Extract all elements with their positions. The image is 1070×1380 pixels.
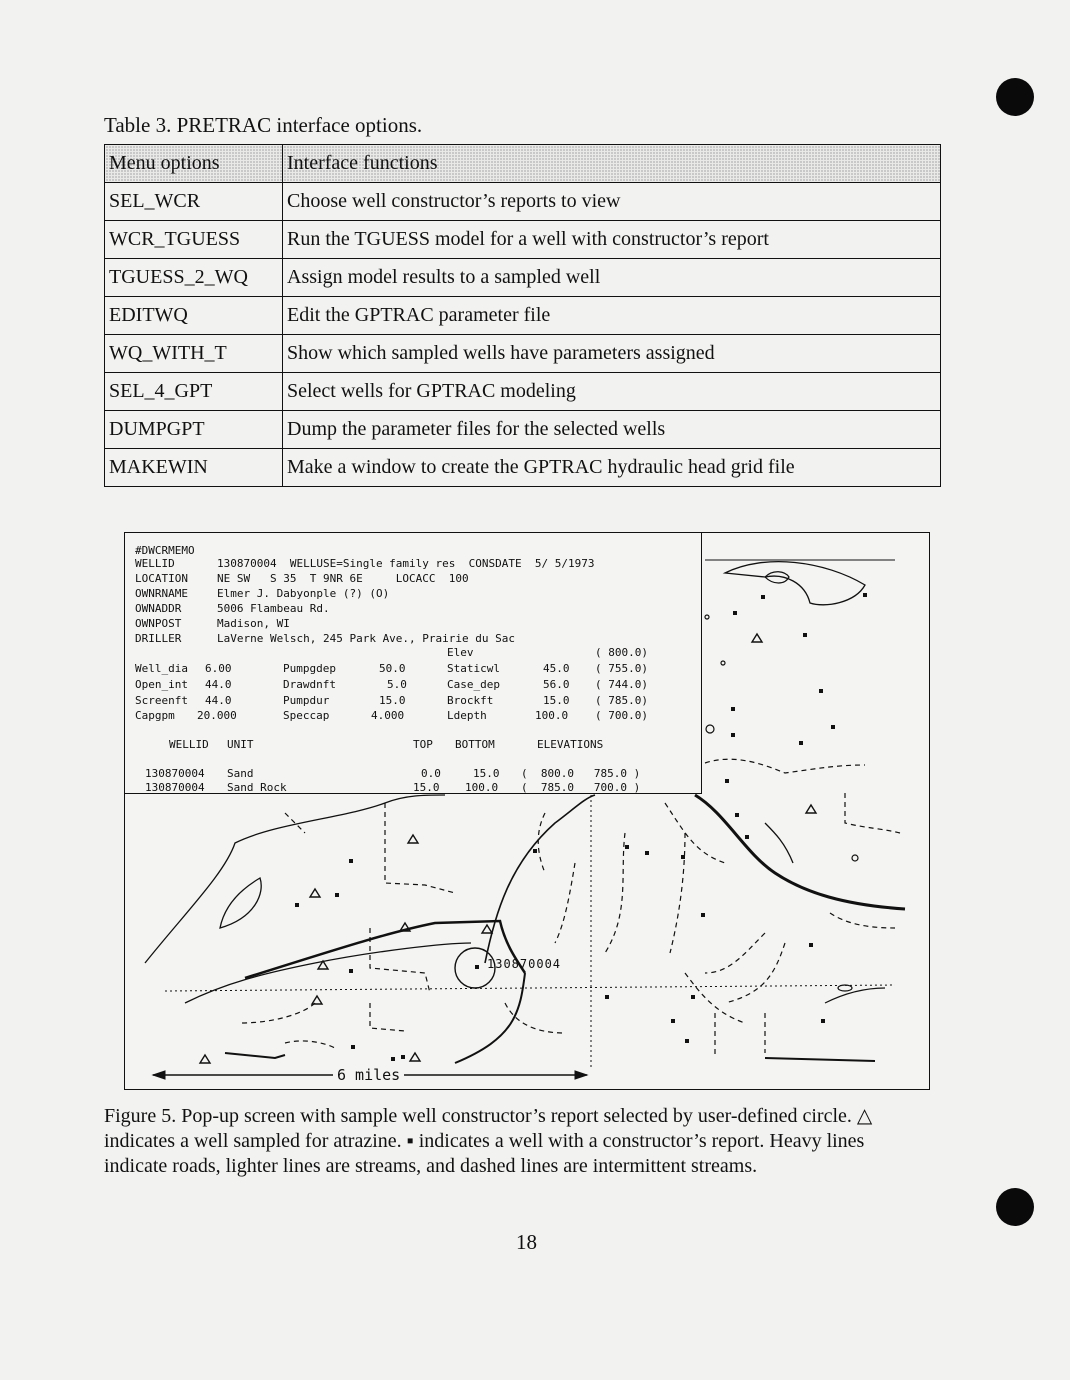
field-key: LOCATION: [135, 572, 188, 585]
section-line: [165, 985, 895, 991]
figure-caption: Figure 5. Pop-up screen with sample well constructor’s report selected by user-defined circle. △ indicates a well sampled for atrazine. ▪ indicates a well with a constructor’s report. Heavy lines indicate roads, lighter lines are streams, and dashed lines are intermittent streams.: [104, 1105, 873, 1177]
param-value: 20.000: [197, 709, 237, 722]
unit-wellid: 130870004: [145, 781, 205, 794]
sampled-well-triangle: [200, 1055, 210, 1063]
menu-option: WCR_TGUESS: [105, 221, 283, 259]
selected-well-label: 130870004: [487, 957, 562, 971]
unit-name: Sand Rock: [227, 781, 287, 794]
param-name: Speccap: [283, 709, 330, 722]
menu-option: SEL_4_GPT: [105, 373, 283, 411]
map-feature-circle: [705, 615, 709, 619]
menu-option: DUMPGPT: [105, 411, 283, 449]
unit-bottom: 100.0: [465, 781, 499, 794]
table-row: [105, 259, 941, 297]
report-well-square: [349, 969, 353, 973]
interface-function: Make a window to create the GPTRAC hydraulic head grid file: [283, 449, 941, 487]
units-header-cell: TOP: [413, 738, 433, 751]
interface-function: Assign model results to a sampled well: [283, 259, 941, 297]
sampled-well-triangle: [806, 805, 816, 813]
road: [455, 973, 525, 1063]
interface-function: Show which sampled wells have parameters assigned: [283, 335, 941, 373]
report-well-square: [349, 859, 353, 863]
report-well-square: [731, 707, 735, 711]
report-well-square: [645, 851, 649, 855]
report-well-square: [831, 725, 835, 729]
field-value: Madison, WI: [217, 617, 290, 630]
report-well-square: [745, 835, 749, 839]
param-value: 45.0: [543, 662, 570, 675]
unit-top: 15.0: [413, 781, 440, 794]
punch-hole-bottom: [996, 1188, 1034, 1226]
well-report-popup: [125, 533, 702, 794]
header-menu-options: Menu options: [105, 145, 283, 183]
intermittent-stream: [705, 759, 865, 773]
report-well-square: [295, 903, 299, 907]
field-key: DRILLER: [135, 632, 182, 645]
report-well-square: [533, 849, 537, 853]
interface-function: Choose well constructor’s reports to view: [283, 183, 941, 221]
param-name: Screenft: [135, 694, 188, 707]
unit-elevations: ( 800.0 785.0 ): [521, 767, 641, 780]
report-well-square: [799, 741, 803, 745]
report-well-square: [731, 733, 735, 737]
road: [765, 1058, 875, 1061]
map-feature-circle: [721, 661, 725, 665]
param-elev: ( 785.0): [595, 694, 648, 707]
param-name: Open_int: [135, 678, 188, 691]
options-table: [104, 144, 941, 487]
param-value: 15.0: [543, 694, 570, 707]
report-well-square: [803, 633, 807, 637]
intermittent-stream: [285, 1041, 335, 1048]
param-value: 44.0: [205, 694, 232, 707]
table-row: [105, 183, 941, 221]
table-row: [105, 449, 941, 487]
sampled-well-triangle: [312, 996, 322, 1004]
table-header-row: [105, 145, 941, 183]
param-name: Staticwl: [447, 662, 500, 675]
report-well-square: [733, 611, 737, 615]
table-caption: Table 3. PRETRAC interface options.: [104, 113, 423, 137]
unit-wellid: 130870004: [145, 767, 205, 780]
units-header-cell: UNIT: [227, 738, 254, 751]
param-value: 5.0: [387, 678, 407, 691]
intermittent-stream: [725, 943, 785, 1003]
field-key: WELLID: [135, 557, 175, 570]
param-value: 15.0: [379, 694, 406, 707]
unit-elevations: ( 785.0 700.0 ): [521, 781, 641, 794]
menu-option: WQ_WITH_T: [105, 335, 283, 373]
report-well-square: [691, 995, 695, 999]
elev-value: ( 800.0): [595, 646, 648, 659]
param-name: Ldepth: [447, 709, 487, 722]
scale-arrow-left: [153, 1071, 165, 1079]
field-value: Elmer J. Dabyonple (?) (O): [217, 587, 390, 600]
popup-title: #DWCRMEMO: [135, 544, 195, 557]
param-name: Drawdnft: [283, 678, 336, 691]
report-well-square: [401, 1055, 405, 1059]
stream: [765, 823, 793, 863]
report-well-square: [809, 943, 813, 947]
header-interface-functions: Interface functions: [283, 145, 941, 183]
report-well-square: [475, 965, 479, 969]
report-well-square: [335, 893, 339, 897]
stream: [485, 795, 595, 963]
stream: [145, 795, 445, 963]
interface-function: Select wells for GPTRAC modeling: [283, 373, 941, 411]
report-well-square: [681, 855, 685, 859]
sampled-well-triangle: [410, 1053, 420, 1061]
punch-hole-top: [996, 78, 1034, 116]
param-name: Capgpm: [135, 709, 175, 722]
menu-option: TGUESS_2_WQ: [105, 259, 283, 297]
param-name: Pumpgdep: [283, 662, 336, 675]
param-value: 50.0: [379, 662, 406, 675]
table-row: [105, 297, 941, 335]
report-well-square: [351, 1045, 355, 1049]
intermittent-stream: [830, 913, 895, 928]
intermittent-stream: [670, 833, 685, 953]
report-well-square: [735, 813, 739, 817]
param-value: 4.000: [371, 709, 405, 722]
interface-function: Dump the parameter files for the selected wells: [283, 411, 941, 449]
field-value: LaVerne Welsch, 245 Park Ave., Prairie du Sac: [217, 632, 516, 645]
report-well-square: [819, 689, 823, 693]
map-feature-circle: [852, 855, 858, 861]
field-key: OWNADDR: [135, 602, 182, 615]
report-well-square: [605, 995, 609, 999]
unit-top: 0.0: [421, 767, 441, 780]
report-well-square: [725, 779, 729, 783]
report-well-square: [391, 1057, 395, 1061]
scale-label: 6 miles: [333, 1066, 404, 1084]
table-row: [105, 335, 941, 373]
road: [225, 1053, 285, 1058]
report-well-square: [671, 1019, 675, 1023]
field-value: 130870004 WELLUSE=Single family res CONSDATE 5/ 5/1973: [217, 557, 595, 570]
param-name: Pumpdur: [283, 694, 330, 707]
scale-arrow-right: [575, 1071, 587, 1079]
table-row: [105, 221, 941, 259]
sampled-well-triangle: [310, 889, 320, 897]
param-elev: ( 700.0): [595, 709, 648, 722]
intermittent-stream: [385, 803, 455, 893]
table-row: [105, 411, 941, 449]
unit-bottom: 15.0: [473, 767, 500, 780]
sampled-well-triangle: [408, 835, 418, 843]
table-row: [105, 373, 941, 411]
interface-function: Edit the GPTRAC parameter file: [283, 297, 941, 335]
unit-name: Sand: [227, 767, 254, 780]
map-feature-circle: [706, 725, 714, 733]
stream: [825, 988, 885, 1003]
report-well-square: [685, 1039, 689, 1043]
road: [695, 795, 905, 909]
figure-map-panel: [124, 532, 930, 1090]
intermittent-stream: [370, 1003, 405, 1031]
units-header-cell: BOTTOM: [455, 738, 495, 751]
intermittent-stream: [538, 813, 545, 873]
sampled-well-triangle: [482, 925, 492, 933]
stream: [725, 562, 865, 605]
field-key: OWNPOST: [135, 617, 182, 630]
elev-label: Elev: [447, 646, 474, 659]
intermittent-stream: [555, 863, 575, 943]
menu-option: EDITWQ: [105, 297, 283, 335]
menu-option: SEL_WCR: [105, 183, 283, 221]
param-elev: ( 744.0): [595, 678, 648, 691]
field-value: 5006 Flambeau Rd.: [217, 602, 330, 615]
intermittent-stream: [845, 793, 900, 833]
intermittent-stream: [605, 833, 625, 953]
units-header-cell: ELEVATIONS: [537, 738, 604, 751]
param-value: 100.0: [535, 709, 569, 722]
intermittent-stream: [240, 1003, 315, 1023]
param-name: Case_dep: [447, 678, 500, 691]
sampled-well-triangle: [752, 634, 762, 642]
intermittent-stream: [705, 933, 765, 973]
param-value: 56.0: [543, 678, 570, 691]
menu-option: MAKEWIN: [105, 449, 283, 487]
param-name: Well_dia: [135, 662, 188, 675]
units-header-cell: WELLID: [169, 738, 209, 751]
page-number: 18: [516, 1230, 537, 1254]
param-value: 44.0: [205, 678, 232, 691]
field-value: NE SW S 35 T 9NR 6E LOCACC 100: [217, 572, 469, 585]
param-elev: ( 755.0): [595, 662, 648, 675]
stream: [220, 878, 261, 928]
report-well-square: [863, 593, 867, 597]
param-name: Brockft: [447, 694, 494, 707]
report-well-square: [821, 1019, 825, 1023]
report-well-square: [625, 845, 629, 849]
field-key: OWNRNAME: [135, 587, 188, 600]
report-well-square: [701, 913, 705, 917]
param-value: 6.00: [205, 662, 232, 675]
interface-function: Run the TGUESS model for a well with constructor’s report: [283, 221, 941, 259]
report-well-square: [761, 595, 765, 599]
